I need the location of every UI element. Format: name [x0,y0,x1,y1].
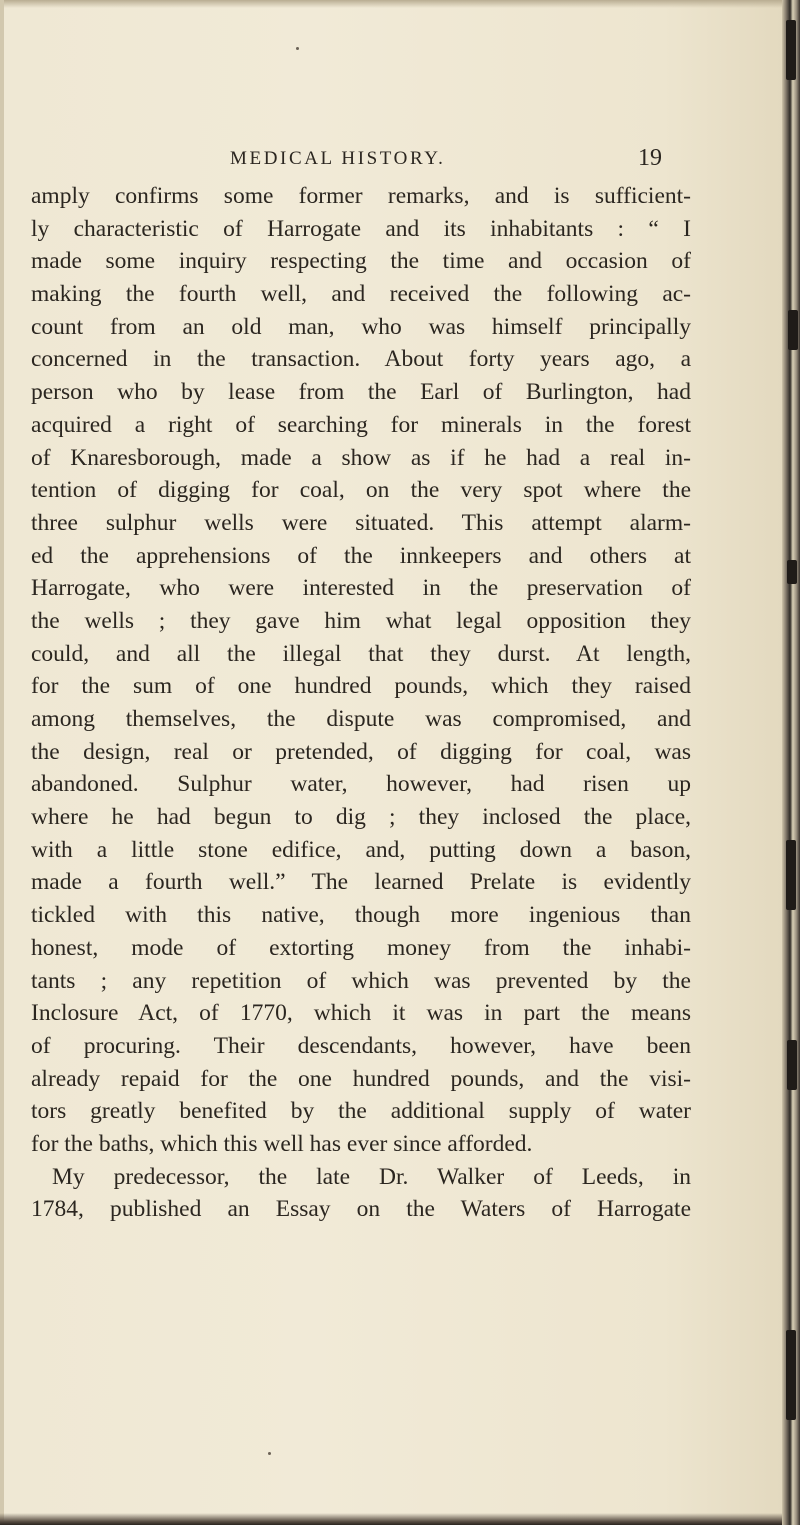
text-line: for the sum of one hundred pounds, which they raised [31,673,691,700]
paper-speck [268,1452,271,1455]
text-line: Inclosure Act, of 1770, which it was in part the means [31,1000,691,1027]
text-line: made some inquiry respecting the time and occasion of [31,248,691,275]
text-line: ed the apprehensions of the innkeepers and others at [31,542,691,569]
text-line: of procuring. Their descendants, however, have been [31,1032,691,1059]
edge-mark [786,840,796,910]
text-line: where he had begun to dig ; they inclosed the place, [31,804,691,831]
text-line: made a fourth well.” The learned Prelate is evidently [31,869,691,896]
text-line: tants ; any repetition of which was prevented by the [31,967,691,994]
text-line: tors greatly benefited by the additional supply of water [31,1098,691,1125]
page-top-shadow [0,0,782,8]
text-line: 1784, published an Essay on the Waters of Harrogate [31,1196,691,1223]
text-line: among themselves, the dispute was compromised, and [31,706,691,732]
edge-mark [786,1330,796,1420]
page-number: 19 [638,145,662,171]
page-header [0,145,782,178]
text-line: concerned in the transaction. About forty years ago, a [31,346,691,373]
text-line: three sulphur wells were situated. This attempt alarm- [31,509,691,536]
text-line: tention of digging for coal, on the very spot where the [31,477,691,504]
text-line: of Knaresborough, made a show as if he had a real in- [31,444,691,471]
adjacent-page-edge [782,0,800,1525]
text-line: tickled with this native, though more ingenious than [31,902,691,929]
text-line: ly characteristic of Harrogate and its inhabitants : “ I [31,215,691,242]
edge-mark [788,310,798,350]
running-head: MEDICAL HISTORY. [230,148,446,169]
edge-mark [787,560,797,584]
text-line: the design, real or pretended, of digging for coal, was [31,738,691,765]
paper-speck [296,47,299,50]
body-text [31,180,691,1226]
text-line: making the fourth well, and received the following ac- [31,281,691,308]
text-line: person who by lease from the Earl of Burlington, had [31,379,691,406]
text-line: My predecessor, the late Dr. Walker of Leeds, in [52,1163,691,1190]
text-line: for the baths, which this well has ever since afforded. [31,1130,533,1157]
text-line: acquired a right of searching for minerals in the forest [31,411,691,438]
text-line: Harrogate, who were interested in the preservation of [31,575,691,602]
edge-mark [786,20,796,80]
page-bottom-edge [0,1513,782,1525]
text-line: with a little stone edifice, and, putting down a bason, [31,836,691,863]
text-line: abandoned. Sulphur water, however, had risen up [31,771,691,798]
edge-mark [787,1040,797,1090]
text-line: honest, mode of extorting money from the inhabi- [31,934,691,961]
text-line: already repaid for the one hundred pounds, and the visi- [31,1065,691,1092]
text-line: amply confirms some former remarks, and is sufficient- [31,183,691,209]
text-line: the wells ; they gave him what legal opposition they [31,607,691,634]
text-line: could, and all the illegal that they durst. At length, [31,640,691,667]
page-left-edge [0,0,4,1525]
text-line: count from an old man, who was himself principally [31,313,691,340]
